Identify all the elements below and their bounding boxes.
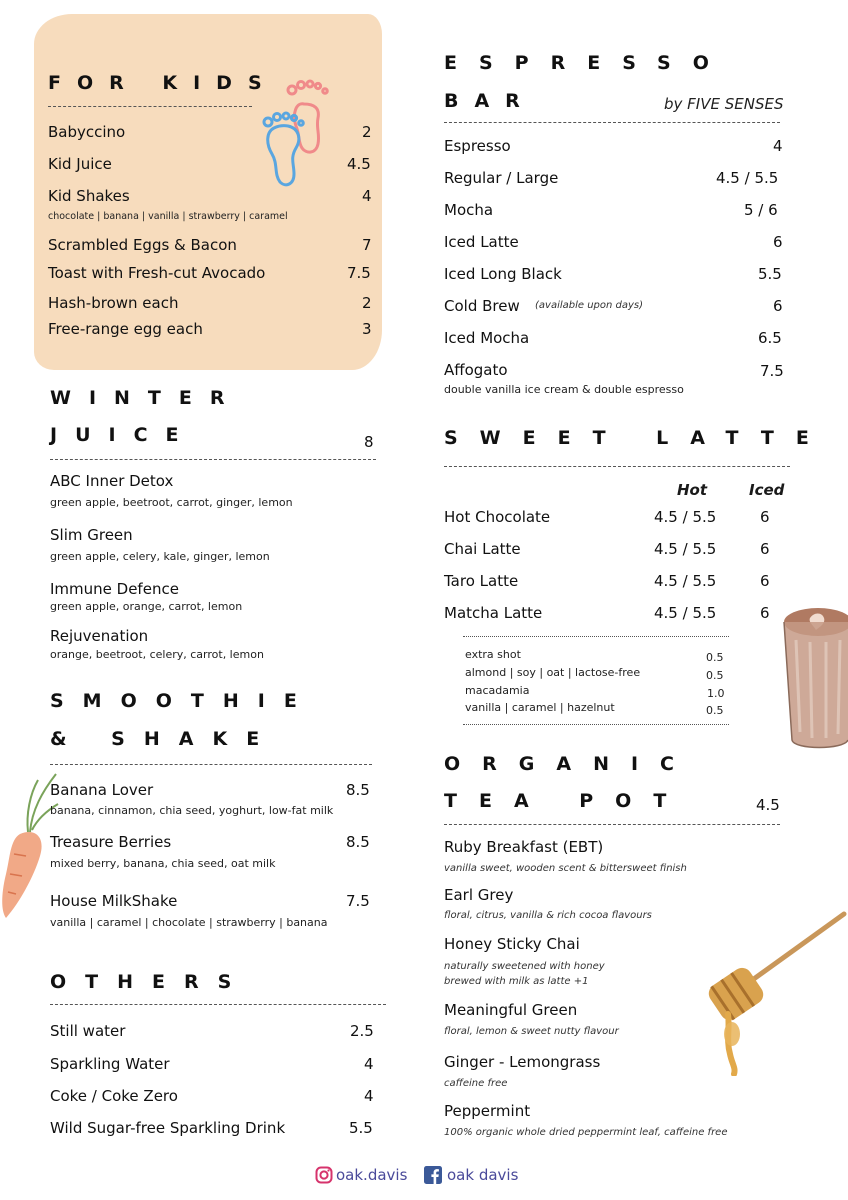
menu-item-price-hot: 4.5 / 5.5 xyxy=(654,604,717,622)
menu-item-name: Hot Chocolate xyxy=(444,508,551,526)
menu-item-name: Iced Long Black xyxy=(444,265,562,283)
menu-item-description: floral, citrus, vanilla & rich cocoa flavours xyxy=(444,910,652,921)
menu-item-name: Slim Green xyxy=(50,526,133,544)
menu-item-name: Iced Mocha xyxy=(444,329,530,347)
menu-item-price: 3 xyxy=(362,320,372,338)
menu-item-price-iced: 6 xyxy=(760,508,770,526)
menu-item-name: Free-range egg each xyxy=(48,320,203,338)
menu-item-price: 4.5 xyxy=(347,155,371,173)
menu-item-price-hot: 4.5 / 5.5 xyxy=(654,540,717,558)
smoothie-heading-line1: SMOOTHIE xyxy=(50,690,316,712)
instagram-icon[interactable] xyxy=(315,1166,333,1184)
divider xyxy=(444,122,780,123)
roaster-credit: by FIVE SENSES xyxy=(664,95,784,113)
menu-item-name: Immune Defence xyxy=(50,580,179,598)
menu-item-description: green apple, celery, kale, ginger, lemon xyxy=(50,550,270,563)
menu-item-name: Taro Latte xyxy=(444,572,519,590)
smoothie-heading-line2: & SHAKE xyxy=(50,728,279,750)
menu-item-price-hot: 4.5 / 5.5 xyxy=(654,508,717,526)
menu-item-name: Treasure Berries xyxy=(50,833,172,851)
divider xyxy=(48,106,252,107)
menu-item-price-iced: 6 xyxy=(760,540,770,558)
divider xyxy=(444,824,780,825)
menu-item-price: 5 / 6 xyxy=(744,201,778,219)
divider xyxy=(50,459,376,460)
addon-price: 0.5 xyxy=(706,651,724,664)
menu-item-note: (available upon days) xyxy=(535,300,644,311)
winter-juice-heading-line1: WINTER xyxy=(50,387,243,409)
menu-item-price: 2 xyxy=(362,294,372,312)
menu-item-price: 6 xyxy=(773,233,783,251)
menu-item-description: caffeine free xyxy=(444,1078,508,1089)
menu-item-price: 5.5 xyxy=(758,265,782,283)
menu-item-name: Kid Shakes xyxy=(48,187,130,205)
winter-juice-heading-line2: JUICE xyxy=(50,424,197,446)
menu-item-description: brewed with milk as latte +1 xyxy=(444,976,589,987)
menu-item-price: 6 xyxy=(773,297,783,315)
menu-item-description: mixed berry, banana, chia seed, oat milk xyxy=(50,857,276,870)
menu-item-name: Chai Latte xyxy=(444,540,521,558)
menu-item-name: Ruby Breakfast (EBT) xyxy=(444,838,604,856)
menu-item-description: 100% organic whole dried peppermint leaf, caffeine free xyxy=(444,1127,728,1138)
addon-price: 0.5 xyxy=(706,704,724,717)
menu-item-name: Still water xyxy=(50,1022,126,1040)
menu-item-price: 2.5 xyxy=(350,1022,374,1040)
menu-item-name: Iced Latte xyxy=(444,233,519,251)
addon-name: almond | soy | oat | lactose-free xyxy=(465,666,641,679)
winter-juice-price: 8 xyxy=(364,433,374,451)
menu-item-price: 7.5 xyxy=(760,362,784,380)
divider xyxy=(444,466,790,467)
menu-item-name: ABC Inner Detox xyxy=(50,472,174,490)
facebook-handle[interactable]: oak davis xyxy=(447,1166,519,1184)
menu-item-name: Espresso xyxy=(444,137,511,155)
menu-item-name: Affogato xyxy=(444,361,508,379)
menu-item-price: 4.5 / 5.5 xyxy=(716,169,779,187)
menu-item-price: 4 xyxy=(773,137,783,155)
kids-heading: FOR KIDS xyxy=(48,72,278,94)
menu-item-name: Meaningful Green xyxy=(444,1001,578,1019)
menu-item-name: Babyccino xyxy=(48,123,126,141)
menu-item-name: Toast with Fresh-cut Avocado xyxy=(48,264,266,282)
menu-item-description: double vanilla ice cream & double espresso xyxy=(444,383,684,396)
addon-name: macadamia xyxy=(465,684,530,697)
menu-item-description: vanilla sweet, wooden scent & bittersweet finish xyxy=(444,863,687,874)
tea-heading-line1: ORGANIC xyxy=(444,753,696,775)
menu-item-name: Coke / Coke Zero xyxy=(50,1087,178,1105)
menu-item-name: Regular / Large xyxy=(444,169,559,187)
menu-item-name: Sparkling Water xyxy=(50,1055,170,1073)
menu-item-name: Scrambled Eggs & Bacon xyxy=(48,236,237,254)
divider xyxy=(50,1004,386,1005)
menu-item-price-iced: 6 xyxy=(760,604,770,622)
column-header-iced: Iced xyxy=(749,481,785,499)
menu-item-name: Wild Sugar-free Sparkling Drink xyxy=(50,1119,286,1137)
menu-item-name: Peppermint xyxy=(444,1102,531,1120)
menu-item-price: 8.5 xyxy=(346,781,370,799)
menu-item-name: Honey Sticky Chai xyxy=(444,935,580,953)
honey-dipper-illustration xyxy=(706,908,848,1076)
sweet-latte-heading: SWEET LATTE xyxy=(444,427,831,449)
divider xyxy=(50,764,372,765)
menu-item-name: Mocha xyxy=(444,201,494,219)
menu-item-price: 6.5 xyxy=(758,329,782,347)
instagram-handle[interactable]: oak.davis xyxy=(336,1166,408,1184)
menu-item-description: chocolate | banana | vanilla | strawberry | caramel xyxy=(48,211,288,222)
espresso-heading-line2: BAR xyxy=(444,90,536,112)
menu-item-description: floral, lemon & sweet nutty flavour xyxy=(444,1026,619,1037)
divider xyxy=(463,724,729,725)
menu-item-price-iced: 6 xyxy=(760,572,770,590)
menu-item-description: green apple, beetroot, carrot, ginger, lemon xyxy=(50,496,293,509)
others-heading: OTHERS xyxy=(50,971,251,993)
menu-item-price-hot: 4.5 / 5.5 xyxy=(654,572,717,590)
espresso-heading-line1: ESPRESSO xyxy=(444,52,731,74)
addon-name: vanilla | caramel | hazelnut xyxy=(465,701,615,714)
menu-item-name: Matcha Latte xyxy=(444,604,543,622)
menu-item-name: Ginger - Lemongrass xyxy=(444,1053,601,1071)
menu-item-description: vanilla | caramel | chocolate | strawberry | banana xyxy=(50,916,328,929)
addon-price: 0.5 xyxy=(706,669,724,682)
menu-item-name: Cold Brew xyxy=(444,297,520,315)
menu-item-description: banana, cinnamon, chia seed, yoghurt, low-fat milk xyxy=(50,804,334,817)
menu-item-name: Banana Lover xyxy=(50,781,154,799)
menu-item-name: Hash-brown each xyxy=(48,294,179,312)
menu-item-price: 2 xyxy=(362,123,372,141)
tea-heading-line2: TEA POT xyxy=(444,790,689,812)
tea-price: 4.5 xyxy=(756,796,780,814)
menu-item-price: 4 xyxy=(362,187,372,205)
menu-item-price: 8.5 xyxy=(346,833,370,851)
menu-item-price: 7.5 xyxy=(346,892,370,910)
menu-item-name: House MilkShake xyxy=(50,892,178,910)
menu-item-price: 5.5 xyxy=(349,1119,373,1137)
addon-price: 1.0 xyxy=(707,687,725,700)
menu-item-price: 4 xyxy=(364,1087,374,1105)
menu-item-price: 7.5 xyxy=(347,264,371,282)
baby-feet-icon xyxy=(260,78,348,190)
menu-item-description: green apple, orange, carrot, lemon xyxy=(50,600,243,613)
addon-name: extra shot xyxy=(465,648,521,661)
menu-item-name: Kid Juice xyxy=(48,155,112,173)
menu-item-price: 7 xyxy=(362,236,372,254)
divider xyxy=(463,636,729,637)
menu-item-price: 4 xyxy=(364,1055,374,1073)
menu-item-name: Earl Grey xyxy=(444,886,514,904)
menu-item-description: naturally sweetened with honey xyxy=(444,961,605,972)
facebook-icon[interactable] xyxy=(424,1166,442,1184)
column-header-hot: Hot xyxy=(677,481,708,499)
menu-item-description: orange, beetroot, celery, carrot, lemon xyxy=(50,648,264,661)
latte-glass-illustration xyxy=(774,600,848,754)
menu-item-name: Rejuvenation xyxy=(50,627,149,645)
